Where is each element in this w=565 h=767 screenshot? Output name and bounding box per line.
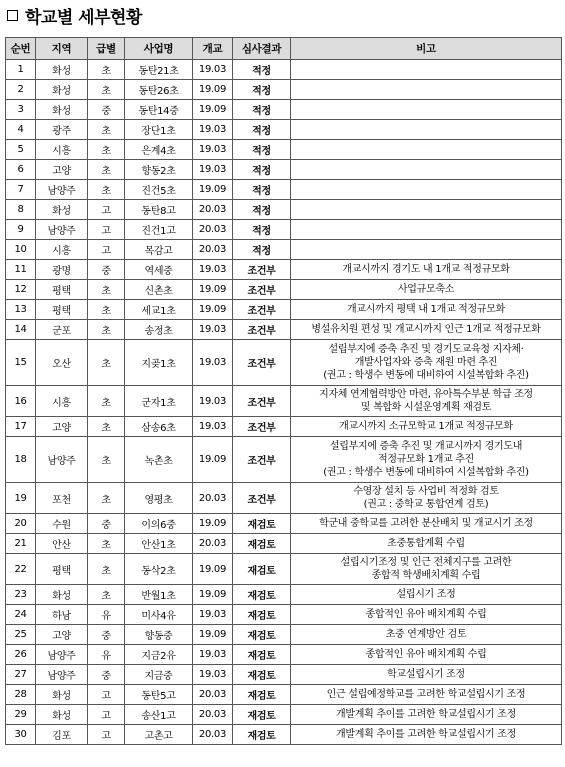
cell-result: 조건부 xyxy=(233,300,291,320)
cell-project: 고촌고 xyxy=(125,725,193,745)
cell-level: 초 xyxy=(88,160,125,180)
cell-region: 오산 xyxy=(36,340,88,386)
header-no: 순번 xyxy=(6,38,36,60)
cell-region: 수원 xyxy=(36,514,88,534)
cell-open: 20.03 xyxy=(193,685,233,705)
cell-project: 동탄21초 xyxy=(125,60,193,80)
cell-level: 고 xyxy=(88,705,125,725)
table-row xyxy=(6,417,562,437)
cell-no: 27 xyxy=(6,665,36,685)
cell-open: 19.03 xyxy=(193,320,233,340)
note-line: 설립부지에 증축 추진 및 개교시까지 경기도내 xyxy=(329,441,523,452)
cell-result: 적정 xyxy=(233,220,291,240)
cell-open: 20.03 xyxy=(193,705,233,725)
cell-note xyxy=(291,685,562,705)
table-row xyxy=(6,300,562,320)
note-line: (권고 : 학생수 변동에 대비하여 시설복합화 추진) xyxy=(323,370,529,381)
page-title xyxy=(7,3,142,27)
cell-region: 고양 xyxy=(36,625,88,645)
note-line: 지자체 연계협력방안 마련, 유아특수부분 학급 조정 xyxy=(319,389,533,400)
cell-no: 12 xyxy=(6,280,36,300)
cell-open: 19.03 xyxy=(193,645,233,665)
cell-level: 초 xyxy=(88,120,125,140)
note-line: 개발계획 추이를 고려한 학교설립시기 조정 xyxy=(336,729,516,740)
table-row xyxy=(6,705,562,725)
cell-open: 19.09 xyxy=(193,100,233,120)
table-row xyxy=(6,645,562,665)
table-row xyxy=(6,100,562,120)
cell-result: 적정 xyxy=(233,80,291,100)
table-row xyxy=(6,160,562,180)
note-line: 종합적 학생배치계획 수립 xyxy=(371,570,481,581)
cell-no: 10 xyxy=(6,240,36,260)
cell-project: 반월1초 xyxy=(125,585,193,605)
cell-project: 세교1초 xyxy=(125,300,193,320)
table-row xyxy=(6,514,562,534)
note-line: 수영장 설치 등 사업비 적정화 검토 xyxy=(353,486,499,497)
table-row xyxy=(6,625,562,645)
cell-region: 화성 xyxy=(36,585,88,605)
note-line: 개발계획 추이를 고려한 학교설립시기 조정 xyxy=(336,709,516,720)
cell-no: 4 xyxy=(6,120,36,140)
cell-no: 6 xyxy=(6,160,36,180)
note-line: 설립시기조정 및 인근 전체지구를 고려한 xyxy=(340,557,512,568)
cell-open: 19.03 xyxy=(193,140,233,160)
cell-region: 남양주 xyxy=(36,437,88,483)
cell-result: 적정 xyxy=(233,60,291,80)
note-line: 설립부지에 증축 추진 및 경기도교육청 지자체· xyxy=(328,344,524,355)
cell-result: 재검토 xyxy=(233,685,291,705)
school-status-table xyxy=(5,37,562,745)
cell-open: 19.03 xyxy=(193,605,233,625)
cell-no: 13 xyxy=(6,300,36,320)
note-line: 설립시기 조정 xyxy=(396,589,456,600)
cell-level: 고 xyxy=(88,240,125,260)
note-line: 인근 설립예정학교를 고려한 학교설립시기 조정 xyxy=(326,689,526,700)
cell-project: 목감고 xyxy=(125,240,193,260)
cell-note xyxy=(291,340,562,386)
cell-level: 초 xyxy=(88,534,125,554)
table-row xyxy=(6,483,562,514)
cell-result: 적정 xyxy=(233,240,291,260)
cell-region: 남양주 xyxy=(36,665,88,685)
cell-level: 유 xyxy=(88,645,125,665)
cell-level: 초 xyxy=(88,80,125,100)
cell-open: 20.03 xyxy=(193,200,233,220)
cell-no: 8 xyxy=(6,200,36,220)
note-line: 학교설립시기 조정 xyxy=(387,669,465,680)
cell-project: 신촌초 xyxy=(125,280,193,300)
cell-region: 화성 xyxy=(36,200,88,220)
cell-no: 16 xyxy=(6,386,36,417)
cell-open: 19.09 xyxy=(193,585,233,605)
cell-no: 21 xyxy=(6,534,36,554)
cell-region: 고양 xyxy=(36,160,88,180)
cell-level: 고 xyxy=(88,220,125,240)
table-row xyxy=(6,240,562,260)
cell-open: 19.09 xyxy=(193,80,233,100)
cell-project: 영평초 xyxy=(125,483,193,514)
table-row xyxy=(6,554,562,585)
cell-level: 중 xyxy=(88,100,125,120)
cell-region: 남양주 xyxy=(36,645,88,665)
table-row xyxy=(6,534,562,554)
cell-open: 20.03 xyxy=(193,483,233,514)
cell-note xyxy=(291,534,562,554)
note-line: (권고 : 학생수 변동에 대비하여 시설복합화 추진) xyxy=(323,467,529,478)
cell-note xyxy=(291,180,562,200)
header-level: 급별 xyxy=(88,38,125,60)
cell-open: 19.03 xyxy=(193,340,233,386)
cell-no: 20 xyxy=(6,514,36,534)
cell-open: 19.09 xyxy=(193,180,233,200)
cell-no: 2 xyxy=(6,80,36,100)
header-result: 심사결과 xyxy=(233,38,291,60)
cell-no: 15 xyxy=(6,340,36,386)
cell-note xyxy=(291,100,562,120)
cell-project: 군자1초 xyxy=(125,386,193,417)
cell-result: 재검토 xyxy=(233,645,291,665)
cell-no: 22 xyxy=(6,554,36,585)
cell-open: 20.03 xyxy=(193,220,233,240)
cell-note xyxy=(291,725,562,745)
cell-no: 7 xyxy=(6,180,36,200)
cell-region: 시흥 xyxy=(36,140,88,160)
cell-note xyxy=(291,80,562,100)
note-line: (권고 : 중학교 통합연계 검토) xyxy=(363,499,489,510)
cell-no: 17 xyxy=(6,417,36,437)
note-line: 초중통합계획 수립 xyxy=(387,538,465,549)
header-project: 사업명 xyxy=(125,38,193,60)
cell-open: 19.09 xyxy=(193,280,233,300)
cell-note xyxy=(291,280,562,300)
cell-region: 평택 xyxy=(36,300,88,320)
table-header-row xyxy=(6,38,562,60)
cell-no: 29 xyxy=(6,705,36,725)
table-row xyxy=(6,180,562,200)
cell-note xyxy=(291,200,562,220)
cell-level: 초 xyxy=(88,340,125,386)
note-line: 개발사업자와 증축 재원 마련 추진 xyxy=(354,357,498,368)
cell-level: 고 xyxy=(88,685,125,705)
cell-project: 향동중 xyxy=(125,625,193,645)
cell-level: 초 xyxy=(88,280,125,300)
cell-open: 19.09 xyxy=(193,514,233,534)
cell-region: 남양주 xyxy=(36,180,88,200)
note-line: 개교시까지 소규모학교 1개교 적정규모화 xyxy=(339,421,513,432)
cell-no: 14 xyxy=(6,320,36,340)
cell-level: 중 xyxy=(88,665,125,685)
cell-open: 19.03 xyxy=(193,120,233,140)
cell-no: 18 xyxy=(6,437,36,483)
cell-note xyxy=(291,625,562,645)
cell-project: 동탄14중 xyxy=(125,100,193,120)
cell-note xyxy=(291,220,562,240)
note-line: 학군내 중학교를 고려한 분산배치 및 개교시기 조정 xyxy=(319,518,533,529)
cell-region: 화성 xyxy=(36,60,88,80)
cell-level: 초 xyxy=(88,483,125,514)
cell-open: 19.09 xyxy=(193,554,233,585)
cell-result: 적정 xyxy=(233,100,291,120)
cell-no: 26 xyxy=(6,645,36,665)
cell-project: 진건1고 xyxy=(125,220,193,240)
cell-open: 19.03 xyxy=(193,386,233,417)
cell-level: 초 xyxy=(88,386,125,417)
table-row xyxy=(6,80,562,100)
cell-project: 역세중 xyxy=(125,260,193,280)
cell-project: 미사4유 xyxy=(125,605,193,625)
cell-open: 19.03 xyxy=(193,60,233,80)
cell-result: 적정 xyxy=(233,200,291,220)
table-row xyxy=(6,340,562,386)
cell-result: 적정 xyxy=(233,180,291,200)
cell-level: 초 xyxy=(88,180,125,200)
table-row xyxy=(6,320,562,340)
cell-region: 남양주 xyxy=(36,220,88,240)
cell-result: 조건부 xyxy=(233,340,291,386)
cell-level: 고 xyxy=(88,725,125,745)
cell-level: 초 xyxy=(88,554,125,585)
cell-project: 동탄8고 xyxy=(125,200,193,220)
cell-no: 28 xyxy=(6,685,36,705)
table-row xyxy=(6,200,562,220)
cell-project: 동삭2초 xyxy=(125,554,193,585)
cell-project: 지금2유 xyxy=(125,645,193,665)
table-row xyxy=(6,437,562,483)
cell-note xyxy=(291,554,562,585)
cell-result: 재검토 xyxy=(233,625,291,645)
cell-result: 재검토 xyxy=(233,534,291,554)
cell-region: 시흥 xyxy=(36,240,88,260)
cell-project: 삼송6초 xyxy=(125,417,193,437)
cell-open: 19.03 xyxy=(193,160,233,180)
cell-open: 20.03 xyxy=(193,240,233,260)
cell-result: 적정 xyxy=(233,140,291,160)
cell-open: 19.03 xyxy=(193,260,233,280)
cell-level: 초 xyxy=(88,437,125,483)
cell-result: 조건부 xyxy=(233,280,291,300)
note-line: 초중 연계방안 검토 xyxy=(385,629,467,640)
note-line: 사업규모축소 xyxy=(397,284,455,295)
table-row xyxy=(6,60,562,80)
cell-no: 1 xyxy=(6,60,36,80)
cell-level: 중 xyxy=(88,625,125,645)
table-row xyxy=(6,665,562,685)
cell-region: 하남 xyxy=(36,605,88,625)
table-row xyxy=(6,685,562,705)
cell-region: 안산 xyxy=(36,534,88,554)
note-line: 개교시까지 평택 내 1개교 적정규모화 xyxy=(347,304,505,315)
cell-result: 적정 xyxy=(233,120,291,140)
cell-region: 군포 xyxy=(36,320,88,340)
cell-note xyxy=(291,483,562,514)
cell-no: 5 xyxy=(6,140,36,160)
table-row xyxy=(6,260,562,280)
cell-level: 중 xyxy=(88,514,125,534)
cell-result: 재검토 xyxy=(233,585,291,605)
cell-note xyxy=(291,140,562,160)
cell-level: 초 xyxy=(88,585,125,605)
cell-note xyxy=(291,665,562,685)
cell-level: 고 xyxy=(88,200,125,220)
cell-region: 화성 xyxy=(36,685,88,705)
cell-region: 고양 xyxy=(36,417,88,437)
cell-level: 중 xyxy=(88,260,125,280)
cell-note xyxy=(291,645,562,665)
table-body xyxy=(6,60,562,745)
cell-note xyxy=(291,260,562,280)
cell-project: 장단1초 xyxy=(125,120,193,140)
cell-no: 3 xyxy=(6,100,36,120)
note-line: 적정규모화 1개교 추진 xyxy=(377,454,475,465)
cell-note xyxy=(291,585,562,605)
cell-project: 송산1고 xyxy=(125,705,193,725)
cell-note xyxy=(291,437,562,483)
header-note: 비고 xyxy=(291,38,562,60)
cell-note xyxy=(291,705,562,725)
cell-note xyxy=(291,417,562,437)
table-row xyxy=(6,120,562,140)
cell-level: 초 xyxy=(88,417,125,437)
note-line: 종합적인 유아 배치계획 수립 xyxy=(365,649,487,660)
cell-result: 재검토 xyxy=(233,514,291,534)
cell-region: 평택 xyxy=(36,280,88,300)
checkbox-square-icon xyxy=(7,10,18,21)
cell-result: 재검토 xyxy=(233,605,291,625)
page-title-text: 학교별 세부현황 xyxy=(25,7,142,28)
cell-note xyxy=(291,605,562,625)
cell-level: 초 xyxy=(88,320,125,340)
cell-note xyxy=(291,300,562,320)
cell-no: 24 xyxy=(6,605,36,625)
cell-result: 조건부 xyxy=(233,386,291,417)
cell-project: 은계4초 xyxy=(125,140,193,160)
table-row xyxy=(6,605,562,625)
cell-note xyxy=(291,120,562,140)
cell-no: 9 xyxy=(6,220,36,240)
cell-region: 광주 xyxy=(36,120,88,140)
cell-open: 20.03 xyxy=(193,725,233,745)
cell-note xyxy=(291,160,562,180)
cell-result: 조건부 xyxy=(233,483,291,514)
cell-project: 이의6중 xyxy=(125,514,193,534)
cell-no: 25 xyxy=(6,625,36,645)
cell-result: 재검토 xyxy=(233,554,291,585)
table-row xyxy=(6,386,562,417)
cell-note xyxy=(291,240,562,260)
cell-project: 송정초 xyxy=(125,320,193,340)
cell-result: 조건부 xyxy=(233,417,291,437)
cell-region: 포천 xyxy=(36,483,88,514)
cell-project: 향동2초 xyxy=(125,160,193,180)
table-row xyxy=(6,280,562,300)
note-line: 및 복합화 시설운영계획 재검토 xyxy=(360,402,492,413)
cell-region: 화성 xyxy=(36,80,88,100)
cell-note xyxy=(291,320,562,340)
cell-open: 19.09 xyxy=(193,625,233,645)
cell-level: 초 xyxy=(88,300,125,320)
cell-region: 시흥 xyxy=(36,386,88,417)
cell-open: 19.09 xyxy=(193,437,233,483)
cell-note xyxy=(291,514,562,534)
cell-level: 유 xyxy=(88,605,125,625)
cell-project: 동탄5고 xyxy=(125,685,193,705)
cell-result: 조건부 xyxy=(233,437,291,483)
cell-no: 30 xyxy=(6,725,36,745)
cell-project: 진건5초 xyxy=(125,180,193,200)
cell-no: 19 xyxy=(6,483,36,514)
cell-level: 초 xyxy=(88,60,125,80)
cell-result: 조건부 xyxy=(233,260,291,280)
cell-result: 재검토 xyxy=(233,725,291,745)
note-line: 종합적인 유아 배치계획 수립 xyxy=(365,609,487,620)
cell-level: 초 xyxy=(88,140,125,160)
cell-region: 화성 xyxy=(36,100,88,120)
cell-open: 19.03 xyxy=(193,417,233,437)
cell-region: 김포 xyxy=(36,725,88,745)
header-open: 개교 xyxy=(193,38,233,60)
cell-open: 19.03 xyxy=(193,665,233,685)
cell-open: 20.03 xyxy=(193,534,233,554)
note-line: 개교시까지 경기도 내 1개교 적정규모화 xyxy=(342,264,510,275)
cell-open: 19.09 xyxy=(193,300,233,320)
cell-note xyxy=(291,386,562,417)
cell-note xyxy=(291,60,562,80)
cell-result: 재검토 xyxy=(233,705,291,725)
cell-no: 23 xyxy=(6,585,36,605)
header-region: 지역 xyxy=(36,38,88,60)
cell-project: 지곶1초 xyxy=(125,340,193,386)
cell-no: 11 xyxy=(6,260,36,280)
cell-region: 광명 xyxy=(36,260,88,280)
cell-region: 화성 xyxy=(36,705,88,725)
table-row xyxy=(6,725,562,745)
cell-result: 적정 xyxy=(233,160,291,180)
cell-result: 재검토 xyxy=(233,665,291,685)
table-row xyxy=(6,220,562,240)
cell-region: 평택 xyxy=(36,554,88,585)
cell-project: 지금중 xyxy=(125,665,193,685)
cell-project: 안산1초 xyxy=(125,534,193,554)
table-row xyxy=(6,140,562,160)
table-row xyxy=(6,585,562,605)
cell-project: 동탄26초 xyxy=(125,80,193,100)
cell-result: 조건부 xyxy=(233,320,291,340)
note-line: 병설유치원 편성 및 개교시까지 인근 1개교 적정규모화 xyxy=(311,324,541,335)
cell-project: 녹촌초 xyxy=(125,437,193,483)
